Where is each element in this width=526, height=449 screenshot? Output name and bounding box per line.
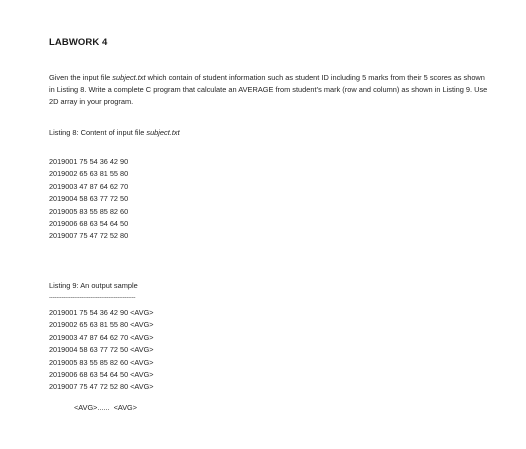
- listing-8-line: 2019003 47 87 64 62 70: [49, 181, 129, 191]
- listing-8-caption-text: Listing 8: Content of input file: [49, 128, 147, 137]
- listing-8-line: 2019005 83 55 85 82 60: [49, 206, 129, 216]
- listing-9-content: [49, 307, 154, 394]
- listing-8-content: [49, 156, 128, 243]
- listing-8-line: 2019001 75 54 36 42 90: [49, 157, 129, 166]
- listing-9-line: 2019007 75 47 72 52 80 <AVG>: [49, 382, 154, 392]
- listing-8-line: 2019007 75 47 72 52 80: [49, 231, 129, 241]
- listing-8-caption: [49, 128, 180, 137]
- intro-text-start: Given the input file: [49, 73, 113, 82]
- listing-9-line: 2019004 58 63 77 72 50 <AVG>: [49, 345, 154, 355]
- listing-9-divider: ------------------------------------------------: [49, 295, 136, 301]
- intro-paragraph: [49, 72, 489, 108]
- listing-9-line: 2019001 75 54 36 42 90 <AVG>: [49, 308, 154, 317]
- intro-filename: subject.txt: [112, 73, 146, 82]
- listing-9-average-row: <AVG>...... <AVG>: [74, 403, 137, 412]
- intro-text-rest: which contain of student information such as student ID including 5 marks from their 5 scores as shown in Listing 8. Write a complete C program that calculate an AVERAGE from student’s mark (row and column) as shown in Listing 9. Use 2D array in your program.: [49, 73, 488, 106]
- listing-9-line: 2019006 68 63 54 64 50 <AVG>: [49, 369, 154, 379]
- listing-8-line: 2019004 58 63 77 72 50: [49, 194, 129, 204]
- listing-8-line: 2019006 68 63 54 64 50: [49, 218, 129, 228]
- listing-9-caption: Listing 9: An output sample: [49, 281, 138, 290]
- listing-8-line: 2019002 65 63 81 55 80: [49, 169, 129, 179]
- document-title: LABWORK 4: [49, 37, 108, 48]
- listing-9-line: 2019005 83 55 85 82 60 <AVG>: [49, 357, 154, 367]
- listing-9-line: 2019003 47 87 64 62 70 <AVG>: [49, 332, 154, 342]
- listing-8-caption-filename: subject.txt: [146, 128, 180, 137]
- listing-9-line: 2019002 65 63 81 55 80 <AVG>: [49, 320, 154, 330]
